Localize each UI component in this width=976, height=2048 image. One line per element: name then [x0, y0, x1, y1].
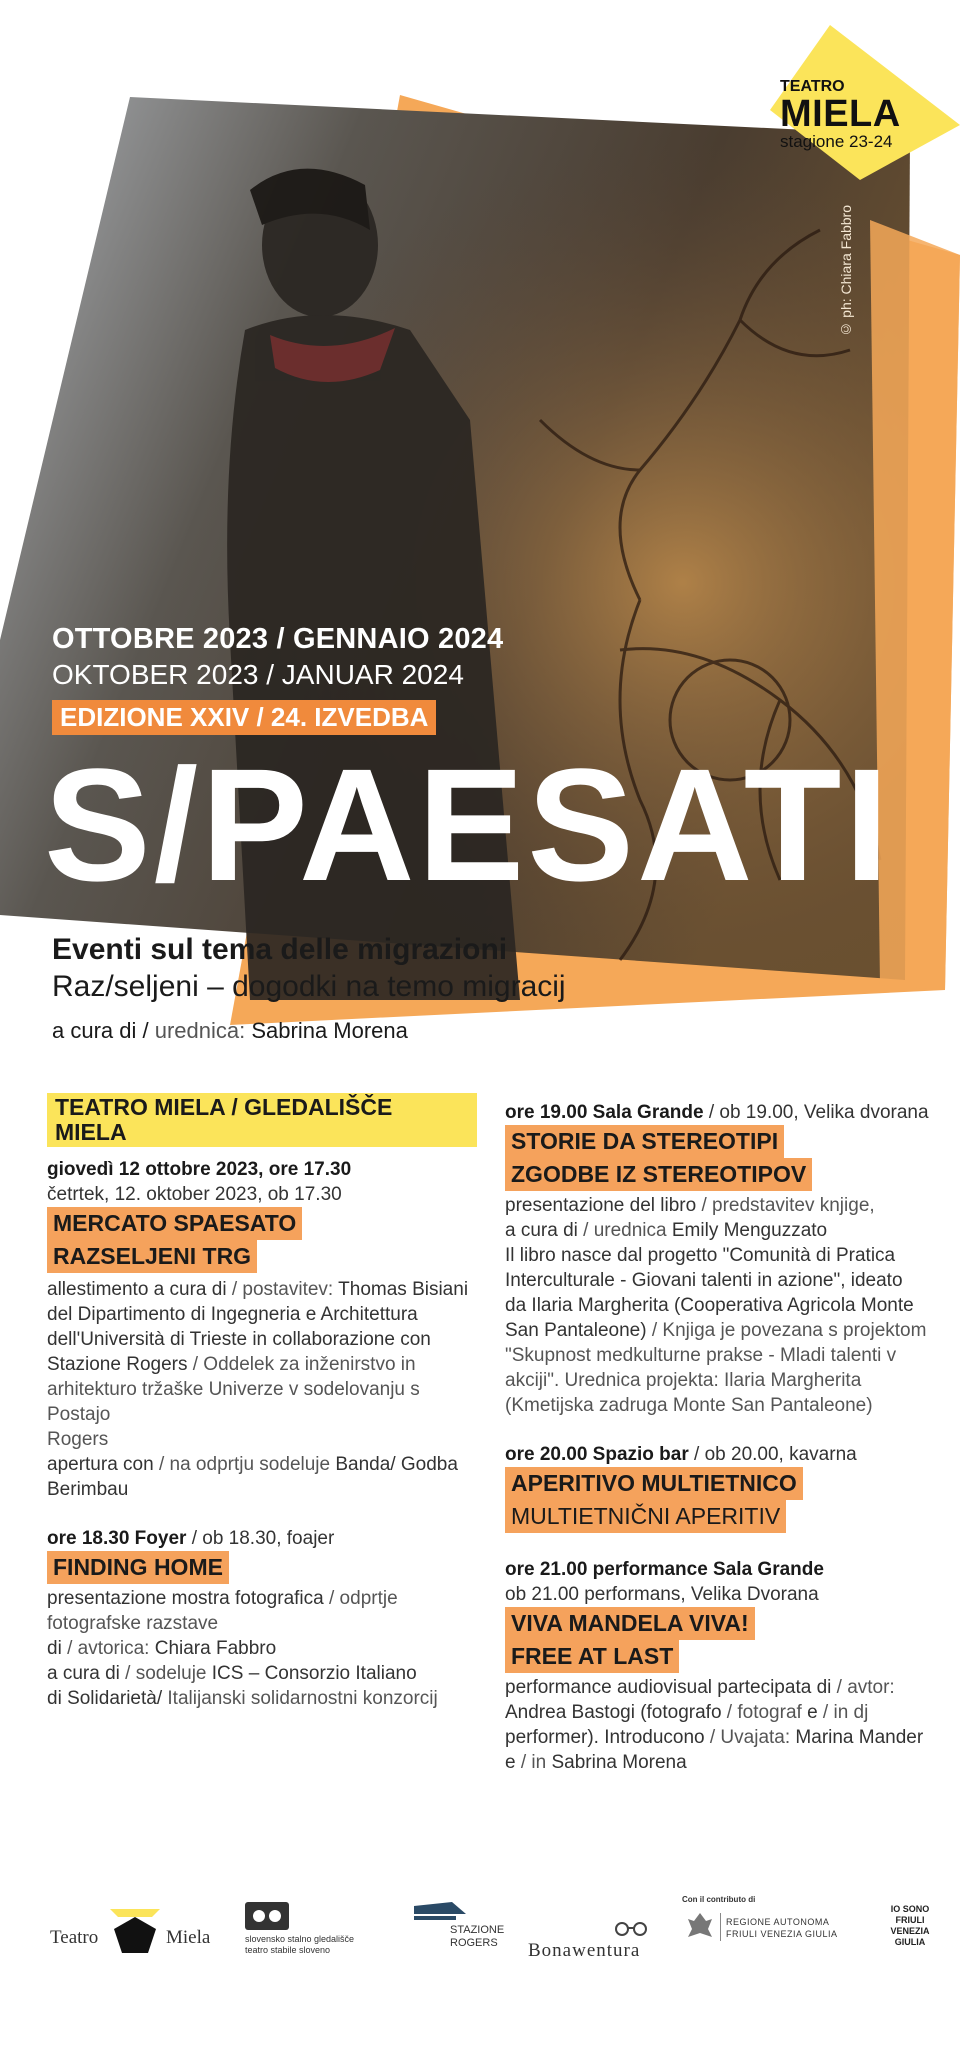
event1-title: MERCATO SPAESATO — [47, 1207, 477, 1240]
sponsor-logos — [0, 1890, 976, 2000]
edition-badge: EDIZIONE XXIV / 24. IZVEDBA — [52, 700, 436, 735]
curator-label: a cura di / — [52, 1018, 155, 1043]
rogers-roof-icon — [412, 1900, 468, 1922]
date-sl: četrtek, 12. oktober 2023, ob 17.30 — [47, 1184, 342, 1205]
event1-title-sl: RAZSELJENI TRG — [47, 1240, 257, 1273]
event3-title: STORIE DA STEREOTIPI — [505, 1125, 784, 1158]
event3-title-sl: ZGODBE IZ STEREOTIPOV — [505, 1158, 812, 1191]
miela-pentagon-icon — [110, 1905, 160, 1955]
curator-line — [52, 1018, 408, 1044]
logo-line1: TEATRO — [780, 78, 845, 95]
event4-time: ore 20.00 Spazio bar / ob 20.00, kavarna — [505, 1444, 857, 1465]
event5-time: ore 21.00 performance Sala Grande — [505, 1559, 824, 1580]
curator-label-sl: urednica: — [154, 1018, 252, 1043]
date-it: giovedì 12 ottobre 2023, ore 17.30 — [47, 1159, 352, 1180]
event5-desc: performance audiovisual partecipata di / avtor: — [505, 1677, 895, 1698]
event2-time: ore 18.30 Foyer / ob 18.30, foajer — [47, 1528, 335, 1549]
logo-line3: stagione 23-24 — [780, 132, 893, 151]
program-left-column: TEATRO MIELA / GLEDALIŠČE MIELA giovedì 12 ottobre 2023, ore 17.30 četrtek, 12. oktober 2023, ob 17.30 MERCATO SPAESATO RAZSELJENI TRG allestimento a cura di / postavitev: Thomas Bisiani del Dipartimento di Ingegneria e Architettura dell'Università di Trieste in collaborazione con Stazione Rogers / Oddelek za inženirstvo in arhitekturo tržaške Univerze v sodelovanju s Postajo Rogers apertura con / na odprtju sodeluje Banda/ Godba Berimbau ore 18.30 Foyer / ob 18.30, foajer FINDING HOME presentazione mostra fotografica / odprtje fotografske razstave di / avtorica: Chiara Fabbro a cura di / sodeluje ICS – Consorzio Italiano di Solidarietà/ Italijanski solidarnostni konzorcij — [47, 1093, 477, 1711]
logo-io-sono-fvg: IO SONO FRIULI VENEZIA GIULIA — [890, 1904, 930, 1947]
glasses-icon — [612, 1920, 652, 1936]
event3-time: ore 19.00 Sala Grande / ob 19.00, Velika dvorana — [505, 1102, 929, 1123]
subtitle-slovenian: Raz/seljeni – dogodki na temo migracij — [52, 970, 566, 1003]
logo-stazione-rogers: STAZIONE ROGERS — [412, 1900, 502, 1960]
logo-bonawentura: Bonawentura — [528, 1920, 658, 1970]
curator-name: Sabrina Morena — [251, 1018, 408, 1043]
venue-label: TEATRO MIELA / GLEDALIŠČE MIELA — [47, 1093, 477, 1147]
logo-regione-fvg: Con il contributo di REGIONE AUTONOMA FRIULI VENEZIA GIULIA — [682, 1895, 852, 1965]
dates-italian: OTTOBRE 2023 / GENNAIO 2024 — [52, 623, 504, 655]
event5-time-sl: ob 21.00 performans, Velika Dvorana — [505, 1584, 819, 1605]
event5-title: VIVA MANDELA VIVA! — [505, 1607, 755, 1640]
venue-banner — [47, 1093, 477, 1147]
event2-title: FINDING HOME — [47, 1551, 229, 1584]
photo-credit: © ph: Chiara Fabbro — [838, 205, 854, 338]
event4-title-sl: MULTIETNIČNI APERITIV — [505, 1500, 786, 1533]
festival-title: S/PAESATI — [44, 735, 892, 914]
event3-desc: presentazione del libro / predstavitev knjige, — [505, 1195, 875, 1216]
subtitle-italian: Eventi sul tema delle migrazioni — [52, 933, 508, 966]
eagle-icon — [686, 1911, 714, 1943]
teatro-miela-logo — [780, 78, 901, 151]
event1-desc: allestimento a cura di / postavitev: Thomas Bisiani — [47, 1279, 469, 1300]
dates-slovenian: OKTOBER 2023 / JANUAR 2024 — [52, 659, 464, 690]
logo-line2: MIELA — [780, 93, 901, 135]
ssg-emblem-icon — [245, 1902, 289, 1930]
event5-title-2: FREE AT LAST — [505, 1640, 679, 1673]
event4-title: APERITIVO MULTIETNICO — [505, 1467, 803, 1500]
event2-desc: presentazione mostra fotografica / odprtje — [47, 1588, 398, 1609]
program-right-column: ore 19.00 Sala Grande / ob 19.00, Velika dvorana STORIE DA STEREOTIPI ZGODBE IZ STEREOTIPOV presentazione del libro / predstavitev knjige, a cura di / urednica Emily Menguzzato Il libro nasce dal progetto "Comunità di Pratica Interculturale - Giovani talenti in azione", ideato da Ilaria Margherita (Cooperativa Agricola Monte San Pantaleone) / Knjiga je povezana s projektom "Skupnost medkulturne prakse - Mladi talenti v akciji". Urednica projekta: Ilaria Margherita (Kmetijska zadruga Monte San Pantaleone) ore 20.00 Spazio bar / ob 20.00, kavarna APERITIVO MULTIETNICO MULTIETNIČNI APERITIV ore 21.00 performance Sala Grande ob 21.00 performans, Velika Dvorana VIVA MANDELA VIVA! FREE AT LAST performance audiovisual partecipata di / avtor: Andrea Bastogi (fotografo / fotograf e / in dj performer). Introducono / Uvajata: Marina Mander e / in Sabrina Morena — [505, 1100, 945, 1775]
logo-teatro-miela: Teatro Miela — [50, 1905, 250, 1955]
logo-ssg: slovensko stalno gledališče teatro stabile sloveno — [245, 1902, 395, 1962]
